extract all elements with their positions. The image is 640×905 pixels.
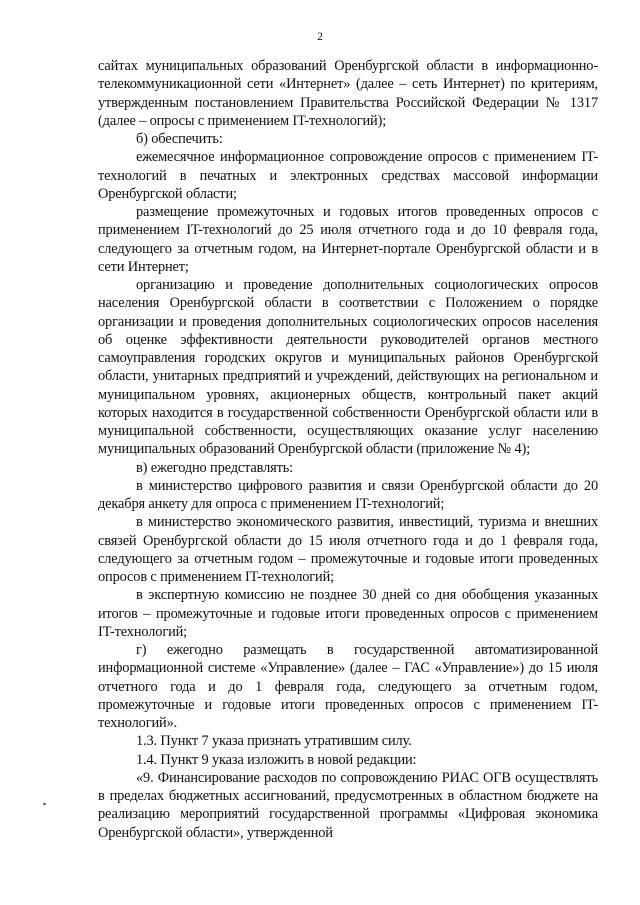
paragraph: 1.3. Пункт 7 указа признать утратившим силу. <box>136 733 412 750</box>
paragraph: «9. Финансирование расходов по сопровождению РИАС ОГВ осуществлять в пределах бюджетных ассигнований, предусмотренных в областном бюджете на реализацию мероприятий государственной программы «Цифровая экономика Оренбургской области», утвержденной <box>98 769 598 841</box>
paragraph: 1.4. Пункт 9 указа изложить в новой редакции: <box>136 751 417 768</box>
paragraph: б) обеспечить: <box>136 131 223 147</box>
paragraph: в министерство экономического развития, инвестиций, туризма и внешних связей Оренбургской области до 15 июля отчетного года и до 1 февраля года, следующего за отчетным годом – промежуточные и годовые итоги проведенных опросов с применением IT-технологий; <box>98 514 598 585</box>
paragraph: организацию и проведение дополнительных социологических опросов населения Оренбургской области в соответствии с Положением о порядке организации и проведения дополнительных социологических опросов населения об оценке эффективности деятельности руководителей органов местного самоуправления городских округов и муниципальных районов Оренбургской области, унитарных предприятий и учреждений, действующих на региональном и муниципальном уровнях, акционерных обществ, контрольный пакет акций которых находится в государственной собственности Оренбургской области или в муниципальной собственности, осуществляющих оказание услуг населению муниципальных образований Оренбургской области (приложение № 4); <box>98 277 598 458</box>
margin-mark <box>43 803 46 805</box>
paragraph: г) ежегодно размещать в государственной автоматизированной информационной системе «Управление» (далее – ГАС «Управление») до 15 июля отчетного года и до 1 февраля года, следующего за отчетным годом, промежуточные и годовые итоги проведенных опросов с применением IT-технологий». <box>98 642 598 731</box>
paragraph: ежемесячное информационное сопровождение опросов с применением IT-технологий в печатных и электронных средствах массовой информации Оренбургской области; <box>98 149 598 202</box>
paragraph: размещение промежуточных и годовых итогов проведенных опросов с применением IT-технологий до 25 июля отчетного года и до 10 февраля года, следующего за отчетным годом, на Интернет-портале Оренбургской области и в сети Интернет; <box>98 204 598 275</box>
paragraph: сайтах муниципальных образований Оренбургской области в информационно-телекоммуникационной сети «Интернет» (далее – сеть Интернет) по критериям, утвержденным постановлением Правительства Российской Федерации № 1317 (далее – опросы с применением IT-технологий); <box>98 58 598 129</box>
paragraph: в экспертную комиссию не позднее 30 дней со дня обобщения указанных итогов – промежуточные и годовые итоги проведенных опросов с применением IT-технологий; <box>98 587 598 640</box>
document-body <box>98 57 598 842</box>
page-number: 2 <box>317 31 323 43</box>
paragraph: в министерство цифрового развития и связи Оренбургской области до 20 декабря анкету для опроса с применением IT-технологий; <box>98 477 598 512</box>
paragraph: в) ежегодно представлять: <box>136 459 294 476</box>
